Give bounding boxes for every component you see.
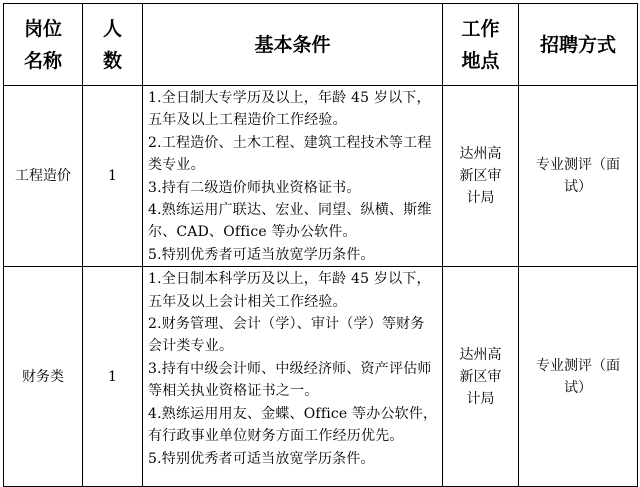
recruitment-table-wrapper: [3, 3, 637, 479]
header-count: 人数: [83, 4, 143, 86]
row-method: 专业测评（面试）: [519, 267, 638, 487]
table-row: [4, 86, 638, 267]
row-position: 财务类: [4, 267, 83, 487]
row-requirements: [143, 267, 443, 487]
row-count: 1: [83, 267, 143, 487]
row-method: 专业测评（面试）: [519, 86, 638, 267]
requirement-item: 1.全日制本科学历及以上，年龄 45 岁以下， 五年及以上会计相关工作经验。: [148, 271, 431, 310]
header-requirements: 基本条件: [143, 4, 443, 86]
header-position: 岗位名称: [4, 4, 83, 86]
row-count: 1: [83, 86, 143, 267]
requirement-item: 1.全日制大专学历及以上，年龄 45 岁以下， 五年及以上工程造价工作经验。: [148, 90, 431, 129]
row-location: 达州高新区审计局: [443, 86, 519, 267]
row-location: 达州高新区审计局: [443, 267, 519, 487]
header-location: 工作地点: [443, 4, 519, 86]
recruitment-table: [3, 3, 638, 487]
row-requirements: [143, 86, 443, 267]
requirement-item: 3.持有二级造价师执业资格证书。: [148, 179, 361, 196]
requirement-item: 2.工程造价、土木工程、建筑工程技术等工程类专业。: [148, 134, 432, 174]
requirement-item: 4.熟练运用用友、金蝶、Office 等办公软件，有行政事业单位财务方面工作经历优先。: [148, 405, 438, 445]
requirement-item: 4.熟练运用广联达、宏业、同望、纵横、斯维尔、CAD、Office 等办公软件。: [148, 202, 432, 241]
row-position: 工程造价: [4, 86, 83, 267]
table-header-row: [4, 4, 638, 86]
requirement-item: 5.特别优秀者可适当放宽学历条件。: [148, 246, 375, 263]
requirement-item: 5.特别优秀者可适当放宽学历条件。: [148, 450, 375, 467]
table-row: [4, 267, 638, 487]
requirement-item: 3.持有中级会计师、中级经济师、资产评估师等相关执业资格证书之一。: [148, 360, 432, 400]
requirement-item: 2.财务管理、会计（学）、审计（学）等财务会计类专业。: [148, 316, 425, 355]
header-method: 招聘方式: [519, 4, 638, 86]
